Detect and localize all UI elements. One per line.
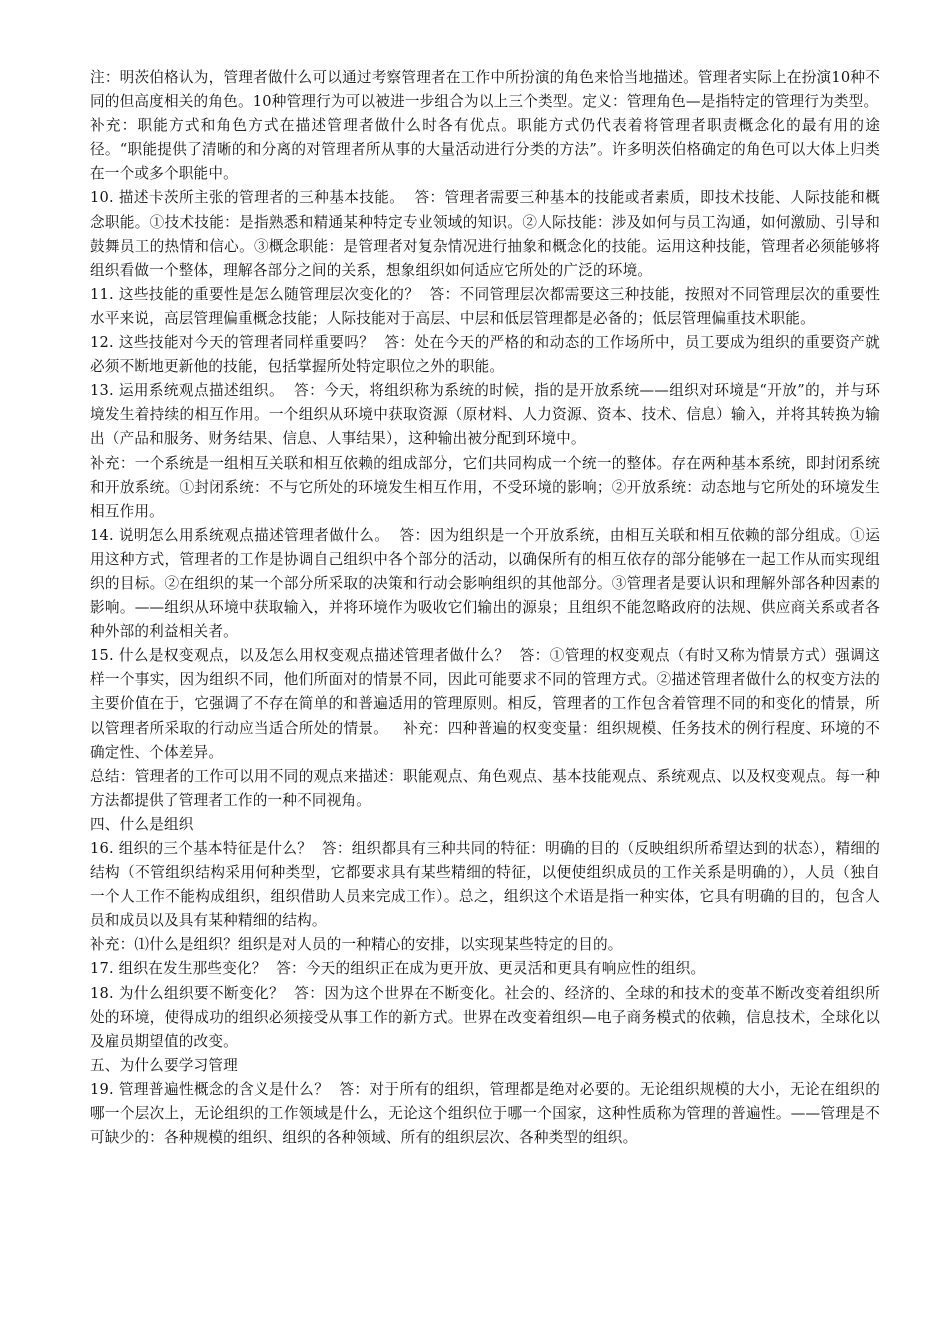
- section-heading-5: 五、为什么要学习管理: [90, 1056, 238, 1074]
- question-17: 17. 组织在发生那些变化？ 答：今天的组织正在成为更开放、更灵活和更具有响应性的组织。: [90, 960, 706, 978]
- summary: 总结：管理者的工作可以用不同的观点来描述：职能观点、角色观点、基本技能观点、系统观点、以及权变观点。每一种方法都提供了管理者工作的一种不同视角。: [90, 767, 880, 809]
- question-19: 19. 管理普遍性概念的含义是什么？ 答：对于所有的组织，管理都是绝对必要的。无论组织规模的大小，无论在组织的哪一个层次上，无论组织的工作领域是什么，无论这个组织位于哪一个国家，这种性质称为管理的普遍性。——管理是不可缺少的：各种规模的组织、组织的各种领域、所有的组织层次、各种类型的组织。: [90, 1080, 880, 1147]
- supplement-organization: 补充：⑴什么是组织？组织是对人员的一种精心的安排，以实现某些特定的目的。: [90, 936, 623, 954]
- section-heading-4: 四、什么是组织: [90, 815, 194, 833]
- question-14: 14. 说明怎么用系统观点描述管理者做什么。 答：因为组织是一个开放系统，由相互关联和相互依赖的部分组成。①运用这种方式，管理者的工作是协调自己组织中各个部分的活动，以确保所有的相互依存的部分能够在一起工作从而实现组织的目标。②在组织的某一个部分所采取的决策和行动会影响组织的其他部分。③管理者是要认识和理解外部各种因素的影响。——组织从环境中获取输入，并将环境作为吸收它们输出的源泉；且组织不能忽略政府的法规、供应商关系或者各种外部的利益相关者。: [90, 526, 880, 641]
- supplement-systems: 补充：一个系统是一组相互关联和相互依赖的组成部分，它们共同构成一个统一的整体。存在两种基本系统，即封闭系统和开放系统。①封闭系统：不与它所处的环境发生相互作用，不受环境的影响；②开放系统：动态地与它所处的环境发生相互作用。: [90, 454, 880, 520]
- question-16: 16. 组织的三个基本特征是什么？ 答：组织都具有三种共同的特征：明确的目的（反映组织所希望达到的状态），精细的结构（不管组织结构采用何种类型，它都要求具有某些精细的特征，以便使组织成员的工作关系是明确的），人员（独自一个人工作不能构成组织，组织借助人员来完成工作）。总之，组织这个术语是指一种实体，它具有明确的目的，包含人员和成员以及具有某种精细的结构。: [90, 840, 880, 930]
- question-15: 15. 什么是权变观点，以及怎么用权变观点描述管理者做什么？ 答：①管理的权变观点（有时又称为情景方式）强调这样一个事实，因为组织不同，他们所面对的情景不同，因此可能要求不同的管理方式。②描述管理者做什么的权变方法的主要价值在于，它强调了不存在简单的和普遍适用的管理原则。相反，管理者的工作包含着管理不同的和变化的情景，所以管理者所采取的行动应当适合所处的情景。 补充：四种普遍的权变变量：组织规模、任务技术的例行程度、环境的不确定性、个体差异。: [90, 647, 880, 761]
- note-mintzberg-roles: 注：明茨伯格认为，管理者做什么可以通过考察管理者在工作中所扮演的角色来恰当地描述。管理者实际上在扮演10种不同的但高度相关的角色。10种管理行为可以被进一步组合为以上三个类型。定义：管理角色—是指特定的管理行为类型。: [90, 69, 880, 111]
- document-page: [90, 66, 880, 1150]
- question-18: 18. 为什么组织要不断变化？ 答：因为这个世界在不断变化。社会的、经济的、全球的和技术的变革不断改变着组织所处的环境，使得成功的组织必须接受从事工作的新方式。世界在改变着组织—电子商务模式的依赖，信息技术，全球化以及雇员期望值的改变。: [90, 984, 880, 1050]
- question-13: 13. 运用系统观点描述组织。 答：今天，将组织称为系统的时候，指的是开放系统——组织对环境是“开放”的，并与环境发生着持续的相互作用。一个组织从环境中获取资源（原材料、人力资源、资本、技术、信息）输入，并将其转换为输出（产品和服务、财务结果、信息、人事结果），这种输出被分配到环境中。: [90, 382, 880, 448]
- question-12: 12. 这些技能对今天的管理者同样重要吗？ 答：处在今天的严格的和动态的工作场所中，员工要成为组织的重要资产就必须不断地更新他的技能，包括掌握所处特定职位之外的职能。: [90, 334, 880, 376]
- supplement-function-vs-role: 补充：职能方式和角色方式在描述管理者做什么时各有优点。职能方式仍代表着将管理者职责概念化的最有用的途径。“职能提供了清晰的和分离的对管理者所从事的大量活动进行分类的方法”。许多明茨伯格确定的角色可以大体上归类在一个或多个职能中。: [90, 117, 880, 183]
- question-11: 11. 这些技能的重要性是怎么随管理层次变化的？ 答：不同管理层次都需要这三种技能，按照对不同管理层次的重要性水平来说，高层管理偏重概念技能；人际技能对于高层、中层和低层管理都是必备的；低层管理偏重技术职能。: [90, 285, 880, 327]
- question-10: 10. 描述卡茨所主张的管理者的三种基本技能。 答：管理者需要三种基本的技能或者素质，即技术技能、人际技能和概念职能。①技术技能：是指熟悉和精通某种特定专业领域的知识。②人际技能：涉及如何与员工沟通，如何激励、引导和鼓舞员工的热情和信心。③概念职能：是管理者对复杂情况进行抽象和概念化的技能。运用这种技能，管理者必须能够将组织看做一个整体，理解各部分之间的关系，想象组织如何适应它所处的广泛的环境。: [90, 189, 880, 279]
